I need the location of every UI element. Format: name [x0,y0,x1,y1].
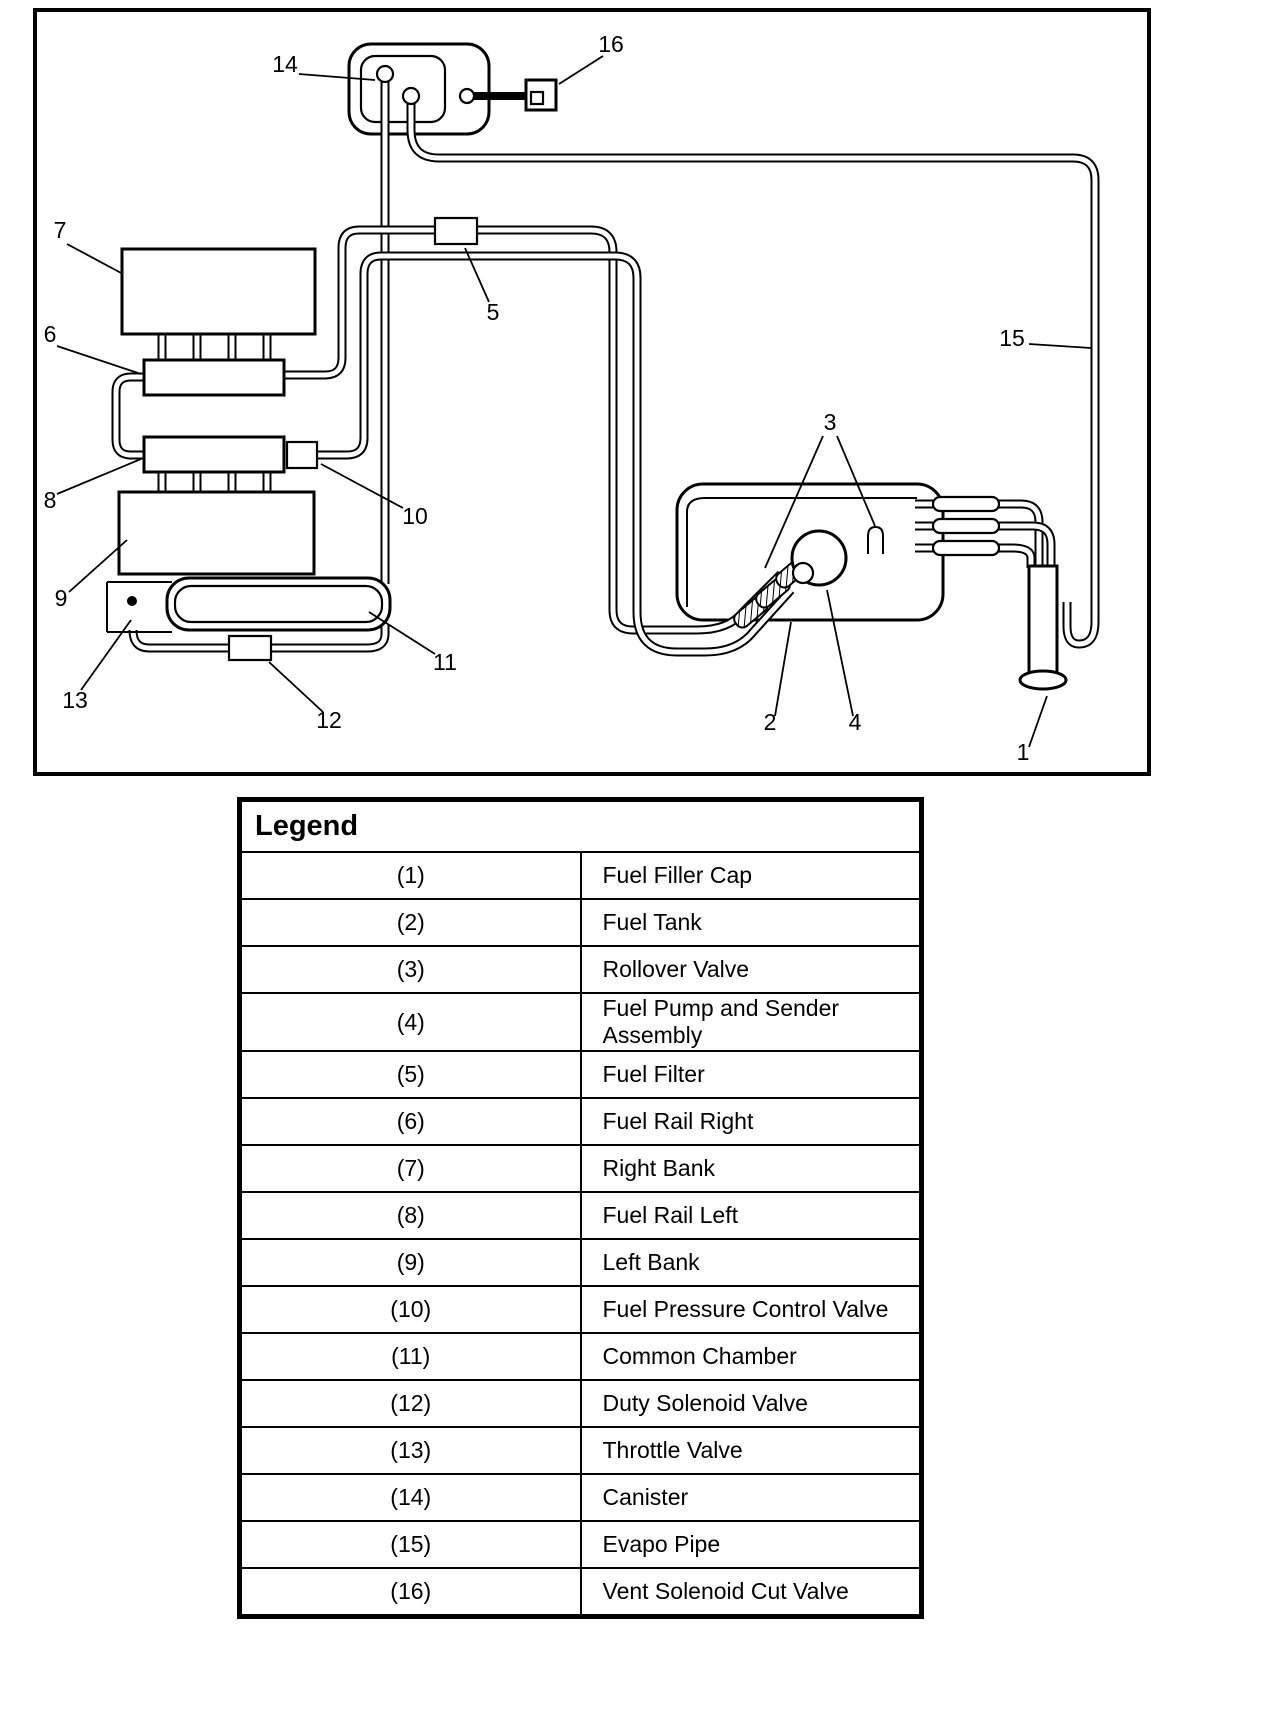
callout-2: 2 [763,709,777,735]
legend-row [241,1098,920,1145]
legend-row [241,1427,920,1474]
legend-item-number: (4) [241,993,581,1051]
fuel-rail-right-box [144,360,284,395]
duty-solenoid-valve-box [229,636,271,660]
fuel-pump-sender-assembly [792,531,846,585]
canister-port-left [377,66,393,82]
legend-item-label: Right Bank [581,1145,921,1192]
coupler [933,541,999,555]
callout-6: 6 [43,321,57,347]
legend-row [241,1192,920,1239]
legend-item-label: Common Chamber [581,1333,921,1380]
throttle-valve [107,582,172,632]
legend-item-number: (7) [241,1145,581,1192]
common-chamber [167,578,390,630]
legend-title: Legend [241,801,920,852]
canister-inner [361,56,445,122]
legend-row [241,1521,920,1568]
legend-item-number: (10) [241,1286,581,1333]
legend-row [241,1333,920,1380]
leader-10 [321,464,403,508]
fuel-filter-box [435,218,477,244]
rail-crossover-pipe [116,377,144,455]
legend-item-number: (5) [241,1051,581,1098]
vent-valve-shaft [474,92,528,100]
callout-10: 10 [402,503,428,529]
legend-item-label: Fuel Tank [581,899,921,946]
fuel-filler-cap [1020,671,1066,689]
legend-row [241,946,920,993]
legend-item-label: Throttle Valve [581,1427,921,1474]
legend-item-number: (12) [241,1380,581,1427]
coupler [933,519,999,533]
legend-item-label: Fuel Pressure Control Valve [581,1286,921,1333]
legend-item-number: (2) [241,899,581,946]
legend-table [237,797,924,1619]
leader-16 [559,56,603,84]
leader-8 [57,459,141,494]
legend-row [241,1380,920,1427]
callout-labels [44,31,1030,765]
callout-8: 8 [43,487,57,513]
legend-row [241,1145,920,1192]
throttle-valve-dot [127,596,137,606]
leader-15 [1029,344,1091,348]
legend-item-label: Fuel Pump and Sender Assembly [581,993,921,1051]
legend-item-label: Duty Solenoid Valve [581,1380,921,1427]
legend-item-label: Left Bank [581,1239,921,1286]
legend-item-number: (15) [241,1521,581,1568]
fuel-rail-left-box [144,437,284,472]
callout-13: 13 [62,687,88,713]
canister-port-right [403,88,419,104]
legend-row [241,1474,920,1521]
legend-row [241,852,920,899]
leader-12 [269,662,323,712]
callout-14: 14 [272,51,298,77]
callout-1: 1 [1016,739,1030,765]
callout-9: 9 [54,585,68,611]
legend-row [241,1239,920,1286]
legend-item-label: Evapo Pipe [581,1521,921,1568]
fuel-system-svg [37,12,1147,772]
callout-5: 5 [486,299,500,325]
callout-4: 4 [848,709,862,735]
filler-neck [1029,566,1057,674]
coupler [933,497,999,511]
leader-7 [67,244,123,274]
canister-vent-port [460,89,474,103]
legend-item-label: Canister [581,1474,921,1521]
legend-row [241,1286,920,1333]
leader-1 [1029,696,1047,747]
legend-item-number: (9) [241,1239,581,1286]
legend-item-number: (11) [241,1333,581,1380]
legend-item-label: Fuel Rail Right [581,1098,921,1145]
legend-item-label: Fuel Filter [581,1051,921,1098]
legend-row [241,899,920,946]
callout-7: 7 [53,217,67,243]
fuel-pressure-control-valve-box [287,442,317,468]
legend-item-number: (14) [241,1474,581,1521]
callout-12: 12 [316,707,342,733]
legend-item-number: (6) [241,1098,581,1145]
callout-3: 3 [823,409,837,435]
callout-11: 11 [433,649,457,675]
legend-item-label: Fuel Filler Cap [581,852,921,899]
callout-15: 15 [999,325,1025,351]
right-bank-box [122,249,315,334]
callout-16: 16 [598,31,624,57]
tank-couplers [933,497,999,555]
legend-row [241,993,920,1051]
legend-row [241,1051,920,1098]
legend-item-number: (3) [241,946,581,993]
leader-6 [57,346,141,374]
fuel-system-diagram [33,8,1151,776]
legend-item-label: Vent Solenoid Cut Valve [581,1568,921,1615]
legend-item-number: (8) [241,1192,581,1239]
leader-2 [775,622,791,716]
legend-item-number: (1) [241,852,581,899]
legend-item-label: Fuel Rail Left [581,1192,921,1239]
vent-solenoid-cut-valve [526,80,556,110]
legend-item-number: (16) [241,1568,581,1615]
legend-row [241,1568,920,1615]
left-bank-box [119,492,314,574]
legend-item-label: Rollover Valve [581,946,921,993]
legend-item-number: (13) [241,1427,581,1474]
